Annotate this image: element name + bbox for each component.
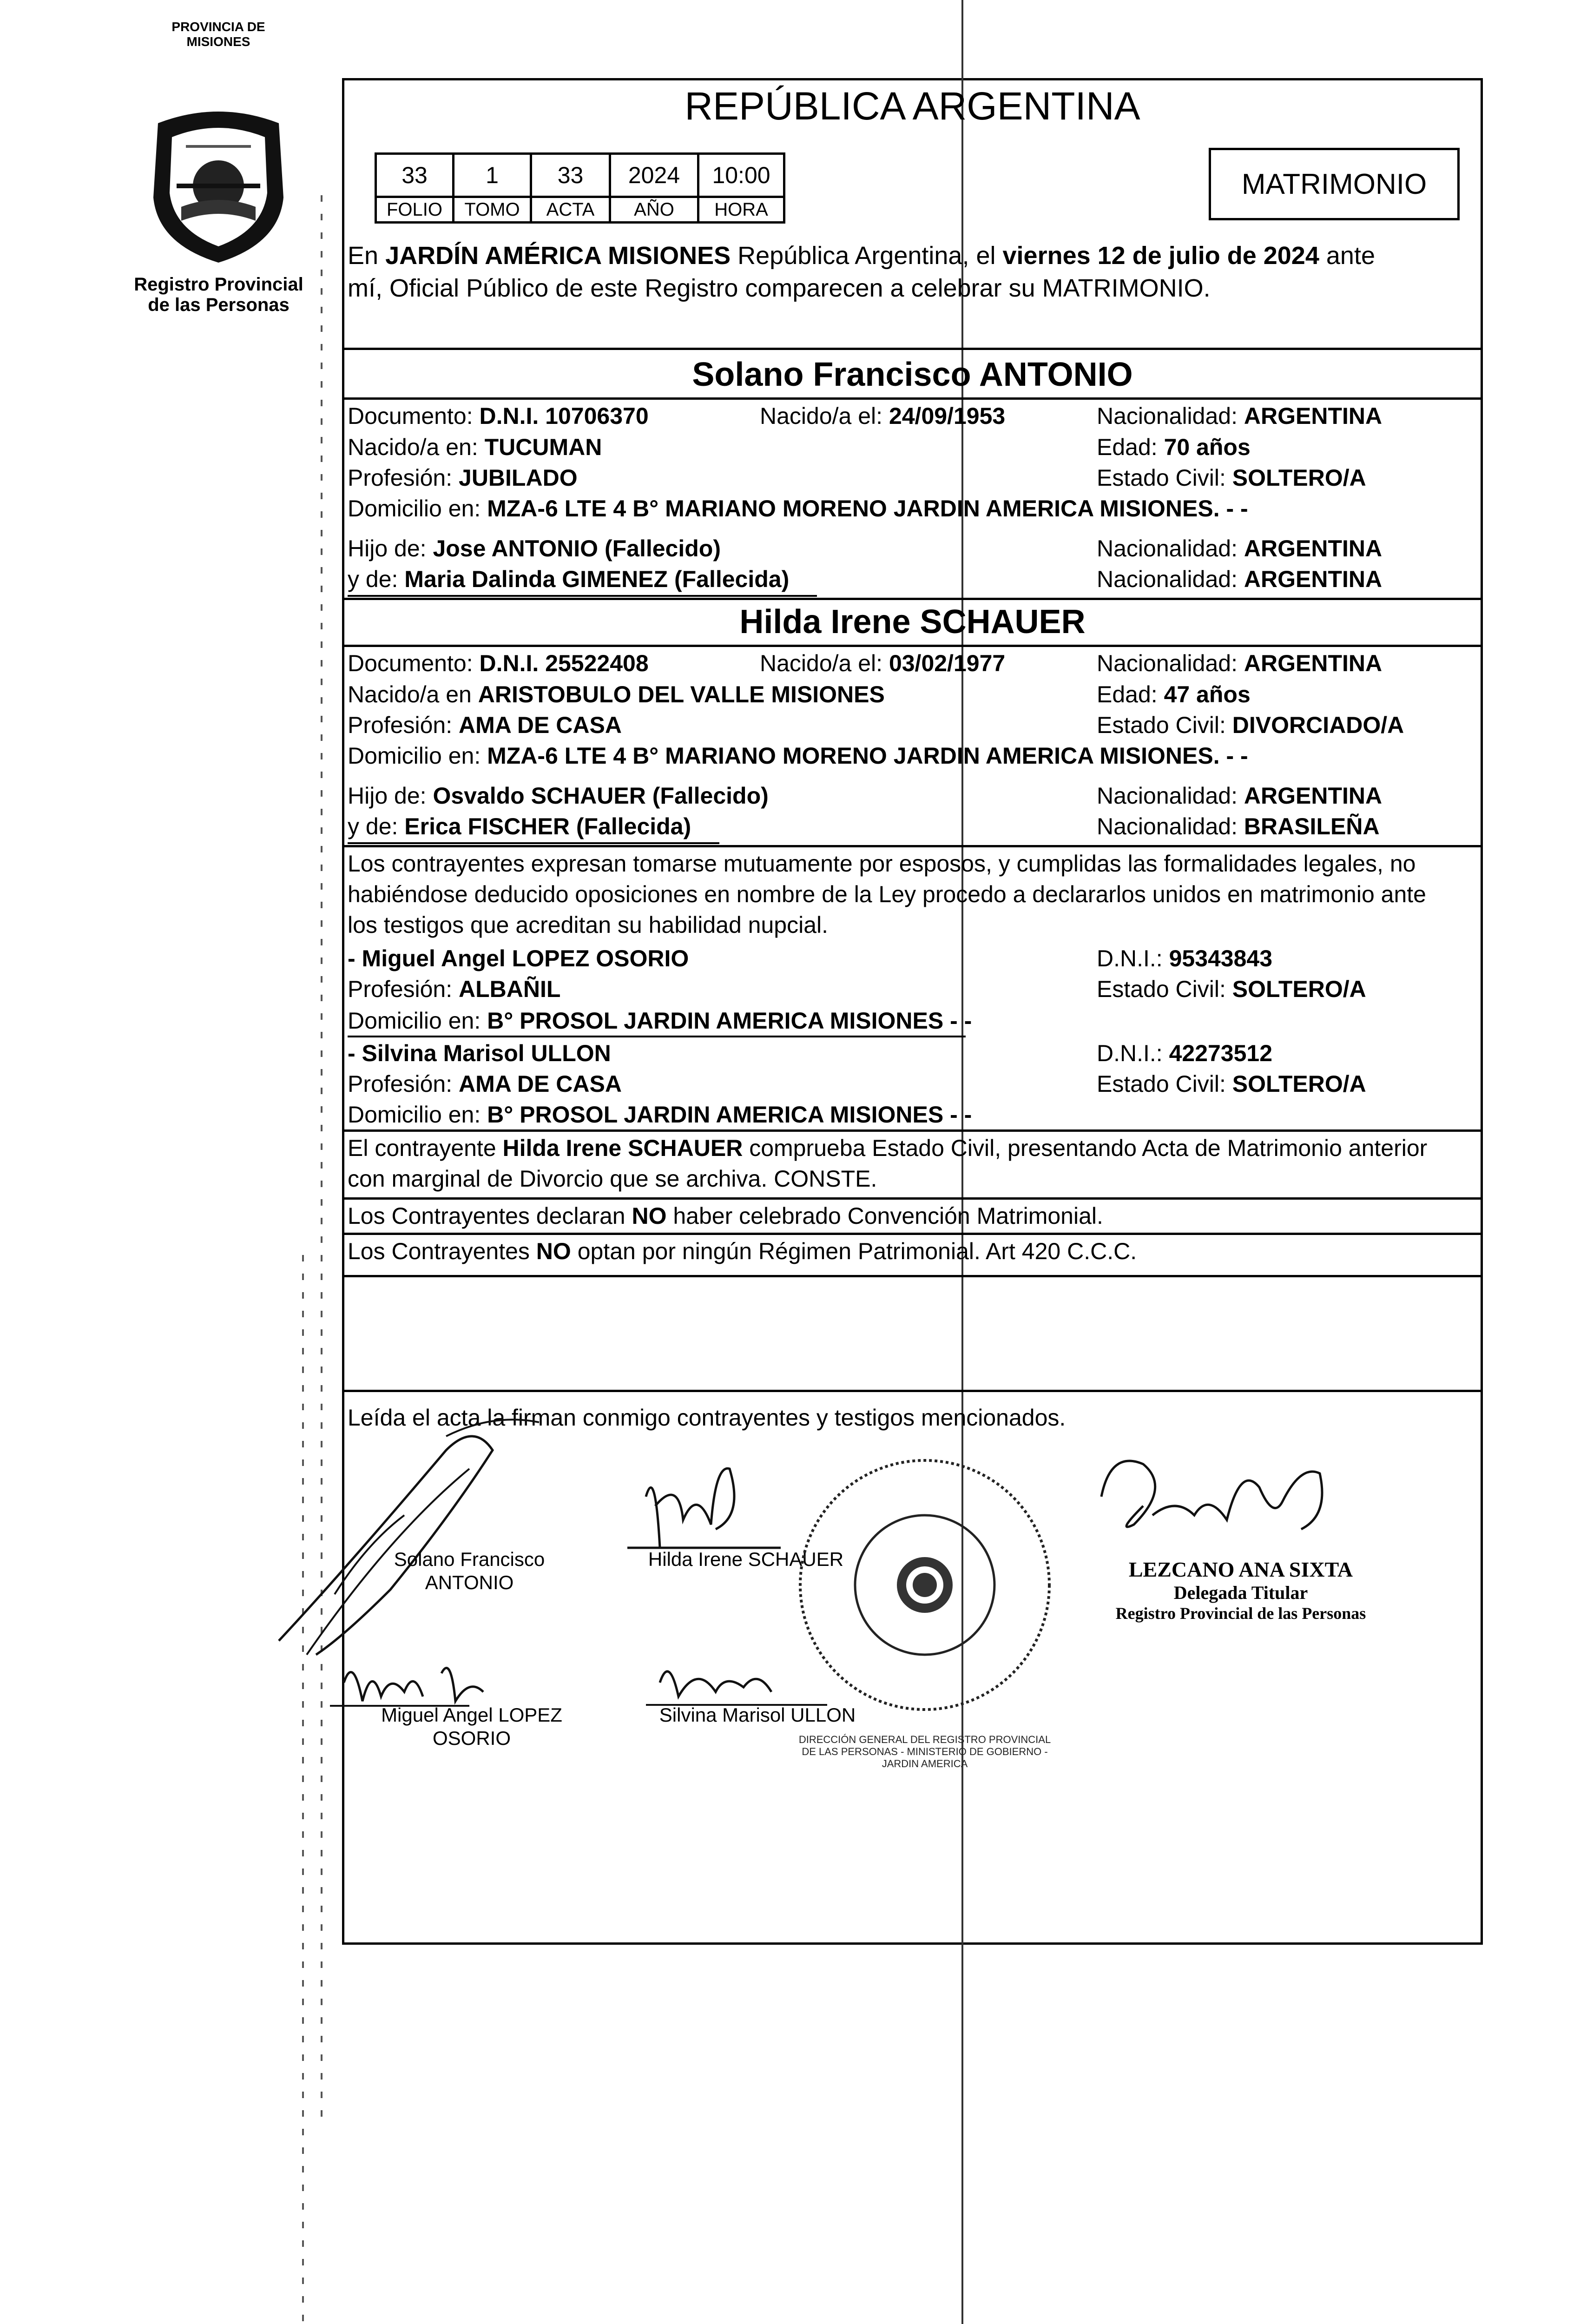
officer-role: Delegada Titular bbox=[1173, 1582, 1308, 1603]
witness1-address bbox=[348, 1007, 972, 1035]
officer-office: Registro Provincial de las Personas bbox=[1115, 1604, 1366, 1623]
official-seal-icon bbox=[795, 1455, 1055, 1715]
label: Documento: bbox=[348, 403, 480, 429]
witness2-name: - Silvina Marisol ULLON bbox=[348, 1040, 611, 1066]
label: y de: bbox=[348, 566, 405, 592]
spouse2-birthplace bbox=[348, 680, 885, 708]
regime-text: haber celebrado Convención Matrimonial. bbox=[666, 1203, 1103, 1229]
label: D.N.I.: bbox=[1097, 1040, 1169, 1066]
label: Edad: bbox=[1097, 434, 1164, 460]
spouse1-age bbox=[1097, 433, 1251, 461]
value: Maria Dalinda GIMENEZ (Fallecida) bbox=[404, 566, 790, 592]
officer-name: LEZCANO ANA SIXTA bbox=[1128, 1558, 1353, 1581]
witness1-dni bbox=[1097, 944, 1272, 972]
spouse2-civil-status bbox=[1097, 711, 1404, 739]
value: 24/09/1953 bbox=[889, 403, 1006, 429]
value: SOLTERO/A bbox=[1232, 465, 1366, 491]
label: Nacionalidad: bbox=[1097, 566, 1244, 592]
hora-label: HORA bbox=[698, 197, 784, 223]
witness2-address bbox=[348, 1101, 972, 1129]
folio-value: 33 bbox=[376, 154, 454, 197]
closing-text: Leída el acta la firman conmigo contrayentes y testigos mencionados. bbox=[348, 1405, 1066, 1431]
value: Erica FISCHER (Fallecida) bbox=[404, 813, 691, 839]
declaration-line3: los testigos que acreditan su habilidad nupcial. bbox=[348, 912, 829, 938]
registry-name-line2: de las Personas bbox=[148, 295, 290, 315]
registry-name bbox=[125, 274, 313, 315]
label: Estado Civil: bbox=[1097, 1071, 1232, 1097]
label: Profesión: bbox=[348, 1071, 459, 1097]
underline bbox=[348, 595, 817, 597]
declaration-line2: habiéndose deducido oposiciones en nombre de la Ley procedo a declararlos unidos en matrimonio ante bbox=[348, 881, 1426, 907]
label: Profesión: bbox=[348, 712, 459, 738]
note-line2: con marginal de Divorcio que se archiva. CONSTE. bbox=[348, 1166, 877, 1192]
value: 95343843 bbox=[1169, 945, 1273, 971]
witness2-civil-status bbox=[1097, 1070, 1366, 1098]
spouse2-father-nationality bbox=[1097, 782, 1382, 810]
value: BRASILEÑA bbox=[1244, 813, 1380, 839]
official-seal bbox=[795, 1455, 1055, 1715]
underline bbox=[348, 842, 719, 844]
label: Profesión: bbox=[348, 465, 459, 491]
seal-text: DIRECCIÓN GENERAL DEL REGISTRO PROVINCIAL DE LAS PERSONAS - MINISTERIO DE GOBIERNO - JARDIN AMERICA bbox=[798, 1734, 1051, 1769]
label: Nacionalidad: bbox=[1097, 813, 1244, 839]
record-table bbox=[375, 152, 785, 224]
spouse2-mother-nationality bbox=[1097, 812, 1380, 840]
signature-witness1 bbox=[362, 1703, 581, 1750]
spouse2-father bbox=[348, 782, 769, 810]
value: MZA-6 LTE 4 B° MARIANO MORENO JARDIN AMERICA MISIONES. - - bbox=[487, 743, 1248, 769]
tomo-label: TOMO bbox=[454, 197, 531, 223]
value: B° PROSOL JARDIN AMERICA MISIONES - - bbox=[487, 1102, 972, 1128]
divider bbox=[342, 348, 1483, 350]
hora-value: 10:00 bbox=[698, 154, 784, 197]
spouse2-document bbox=[348, 649, 649, 677]
witness1-profession bbox=[348, 975, 560, 1003]
note-text: El contrayente bbox=[348, 1135, 503, 1161]
provincial-shield-icon bbox=[139, 105, 297, 265]
value: ARGENTINA bbox=[1244, 566, 1382, 592]
label: Documento: bbox=[348, 650, 480, 676]
spouse1-address bbox=[348, 495, 1248, 522]
intro-text: ante bbox=[1319, 242, 1375, 270]
divider bbox=[342, 845, 1483, 847]
label: Nacionalidad: bbox=[1097, 535, 1244, 561]
ceremony-place: JARDÍN AMÉRICA MISIONES bbox=[385, 242, 731, 270]
value: AMA DE CASA bbox=[459, 712, 622, 738]
value: 42273512 bbox=[1169, 1040, 1273, 1066]
label: Domicilio en: bbox=[348, 1102, 487, 1128]
signature-label: Miguel Angel LOPEZ bbox=[381, 1704, 562, 1726]
regime-text: optan por ningún Régimen Patrimonial. Art 420 C.C.C. bbox=[571, 1238, 1137, 1264]
label: Nacionalidad: bbox=[1097, 783, 1244, 809]
ceremony-date: viernes 12 de julio de 2024 bbox=[1002, 242, 1319, 270]
spouse2-nationality bbox=[1097, 649, 1382, 677]
spouse1-profession bbox=[348, 464, 578, 492]
witness2-dni bbox=[1097, 1039, 1272, 1067]
value: SOLTERO/A bbox=[1232, 1071, 1366, 1097]
label: D.N.I.: bbox=[1097, 945, 1169, 971]
signature-label: Solano Francisco bbox=[394, 1548, 545, 1570]
signature-label: OSORIO bbox=[432, 1727, 511, 1749]
value: 03/02/1977 bbox=[889, 650, 1006, 676]
registry-logo bbox=[139, 105, 297, 265]
label: Hijo de: bbox=[348, 783, 433, 809]
spouse2-age bbox=[1097, 680, 1251, 708]
value: DIVORCIADO/A bbox=[1232, 712, 1404, 738]
note-line1 bbox=[348, 1134, 1427, 1162]
spouse1-document bbox=[348, 402, 649, 430]
intro-text: En bbox=[348, 242, 386, 270]
officer-stamp bbox=[1078, 1557, 1403, 1623]
value: Osvaldo SCHAUER (Fallecido) bbox=[433, 783, 769, 809]
value: MZA-6 LTE 4 B° MARIANO MORENO JARDIN AMERICA MISIONES. - - bbox=[487, 495, 1248, 522]
value: JUBILADO bbox=[459, 465, 578, 491]
value: ALBAÑIL bbox=[459, 976, 561, 1002]
value: ARGENTINA bbox=[1244, 650, 1382, 676]
spouse2-profession bbox=[348, 711, 622, 739]
ano-label: AÑO bbox=[610, 197, 698, 223]
witness1-civil-status bbox=[1097, 975, 1366, 1003]
divider bbox=[342, 598, 1483, 600]
divider bbox=[342, 1129, 1483, 1132]
spouse2-address bbox=[348, 742, 1248, 770]
value: ARGENTINA bbox=[1244, 783, 1382, 809]
signature-witness2: Silvina Marisol ULLON bbox=[659, 1704, 856, 1726]
label: Domicilio en: bbox=[348, 743, 487, 769]
signature-label: ANTONIO bbox=[425, 1571, 514, 1593]
value: B° PROSOL JARDIN AMERICA MISIONES - - bbox=[487, 1008, 972, 1034]
label: Estado Civil: bbox=[1097, 712, 1232, 738]
value: SOLTERO/A bbox=[1232, 976, 1366, 1002]
signature-spouse2: Hilda Irene SCHAUER bbox=[648, 1548, 844, 1570]
value: ARGENTINA bbox=[1244, 403, 1382, 429]
note-name: Hilda Irene SCHAUER bbox=[502, 1135, 743, 1161]
label: Estado Civil: bbox=[1097, 465, 1232, 491]
label: Nacido/a el: bbox=[760, 650, 889, 676]
regime-no: NO bbox=[632, 1203, 667, 1229]
spouse2-name: Hilda Irene SCHAUER bbox=[739, 603, 1086, 640]
registry-name-line1: Registro Provincial bbox=[134, 274, 303, 295]
intro-line1 bbox=[348, 242, 1375, 270]
spouse1-birthdate bbox=[760, 402, 1005, 430]
value: AMA DE CASA bbox=[459, 1071, 622, 1097]
divider bbox=[342, 1390, 1483, 1392]
intro-line2: mí, Oficial Público de este Registro comparecen a celebrar su MATRIMONIO. bbox=[348, 274, 1211, 302]
declaration-line1: Los contrayentes expresan tomarse mutuamente por esposos, y cumplidas las formalidades legales, no bbox=[348, 851, 1416, 877]
value: D.N.I. 10706370 bbox=[479, 403, 649, 429]
intro-text: República Argentina, el bbox=[731, 242, 1003, 270]
label: Estado Civil: bbox=[1097, 976, 1232, 1002]
value: ARISTOBULO DEL VALLE MISIONES bbox=[478, 681, 885, 707]
acta-value: 33 bbox=[531, 154, 610, 197]
signature-spouse1 bbox=[386, 1548, 553, 1594]
value: D.N.I. 25522408 bbox=[479, 650, 649, 676]
label: Nacido/a en bbox=[348, 681, 478, 707]
label: Nacido/a en: bbox=[348, 434, 485, 460]
regime-text: Los Contrayentes bbox=[348, 1238, 536, 1264]
margin-dotted-line bbox=[321, 195, 323, 2124]
underline bbox=[348, 1036, 966, 1037]
spouse2-mother bbox=[348, 812, 691, 840]
regime-no: NO bbox=[536, 1238, 571, 1264]
divider bbox=[342, 1233, 1483, 1235]
page-title: REPÚBLICA ARGENTINA bbox=[685, 84, 1140, 128]
spouse1-civil-status bbox=[1097, 464, 1366, 492]
label: Profesión: bbox=[348, 976, 459, 1002]
label: Nacido/a el: bbox=[760, 403, 889, 429]
value: Jose ANTONIO (Fallecido) bbox=[433, 535, 721, 561]
record-type: MATRIMONIO bbox=[1209, 148, 1460, 220]
acta-label: ACTA bbox=[531, 197, 610, 223]
label: Nacionalidad: bbox=[1097, 403, 1244, 429]
tomo-value: 1 bbox=[454, 154, 531, 197]
folio-label: FOLIO bbox=[376, 197, 454, 223]
divider bbox=[342, 645, 1483, 647]
spouse1-name: Solano Francisco ANTONIO bbox=[692, 356, 1133, 393]
spouse1-birthplace bbox=[348, 433, 602, 461]
label: Domicilio en: bbox=[348, 495, 487, 522]
divider bbox=[342, 397, 1483, 400]
spouse1-nationality bbox=[1097, 402, 1382, 430]
logo-text: PROVINCIA DE MISIONES bbox=[171, 20, 265, 49]
regime-line1 bbox=[348, 1202, 1103, 1230]
ano-value: 2024 bbox=[610, 154, 698, 197]
divider bbox=[342, 1197, 1483, 1200]
label: Edad: bbox=[1097, 681, 1164, 707]
regime-line2 bbox=[348, 1237, 1137, 1265]
spouse1-father bbox=[348, 535, 721, 562]
divider bbox=[342, 1275, 1483, 1277]
value: ARGENTINA bbox=[1244, 535, 1382, 561]
label: y de: bbox=[348, 813, 405, 839]
value: 70 años bbox=[1164, 434, 1251, 460]
value: 47 años bbox=[1164, 681, 1251, 707]
value: TUCUMAN bbox=[484, 434, 602, 460]
witness1-name: - Miguel Angel LOPEZ OSORIO bbox=[348, 945, 689, 971]
label: Hijo de: bbox=[348, 535, 433, 561]
regime-text: Los Contrayentes declaran bbox=[348, 1203, 632, 1229]
witness2-profession bbox=[348, 1070, 622, 1098]
spouse1-mother bbox=[348, 565, 789, 593]
spouse1-father-nationality bbox=[1097, 535, 1382, 562]
spouse2-birthdate bbox=[760, 649, 1005, 677]
label: Domicilio en: bbox=[348, 1008, 487, 1034]
spouse1-mother-nationality bbox=[1097, 565, 1382, 593]
note-text: comprueba Estado Civil, presentando Acta de Matrimonio anterior bbox=[743, 1135, 1428, 1161]
label: Nacionalidad: bbox=[1097, 650, 1244, 676]
